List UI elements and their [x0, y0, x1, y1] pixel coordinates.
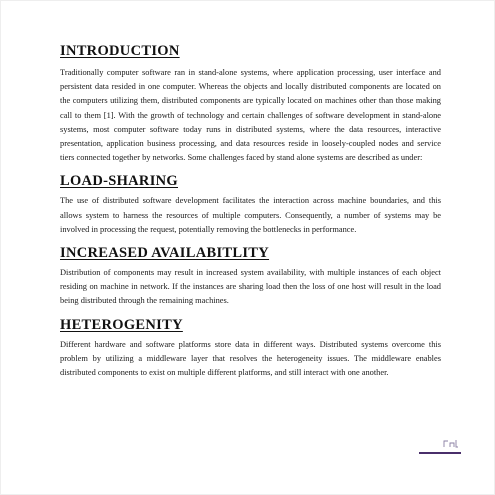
- document-body: [60, 43, 441, 380]
- section-heading: LOAD-SHARING: [60, 173, 178, 190]
- footer-accent-line: [419, 452, 461, 454]
- section-paragraph: Distribution of components may result in increased system availability, with multiple instances of each object residing on machine in network. If the instances are sharing load then the loss of one host will result in the load being distributed through the remaining machines.: [60, 268, 441, 306]
- section-load-sharing: [60, 173, 441, 237]
- section-paragraph: Different hardware and software platforms store data in different ways. Distributed systems overcome this problem by utilizing a middleware layer that resolves the heterogeneity issues. The middleware enables distributed components to exist on multiple different platforms, and still interact with one another.: [60, 339, 441, 378]
- section-introduction: [60, 43, 441, 165]
- section-paragraph: The use of distributed software development facilitates the interaction across machine boundaries, and this allows system to harness the resources of multiple computers. Consequently, a number of systems may be involved in processing the request, potentially removing the bottlenecks in performance.: [60, 196, 441, 234]
- section-increased-availability: [60, 245, 441, 309]
- section-paragraph: Traditionally computer software ran in stand-alone systems, where application processing, user interface and persistent data resided in one computer. Whereas the objects and locally distributed components are located on the computers utilizing them, distributed components are typically located on machines other than those making call to them [1]. With the growth of technology and certain challenges of software development in stand-alone systems, most computer software today runs in distributed systems, where the data resources, interactive presentation, application business processing, and data resources reside in loosely-coupled nodes and service tiers connected together by networks. Some challenges faced by stand alone systems are described as under:: [60, 68, 441, 163]
- page-corner-mark-icon: [443, 438, 459, 448]
- section-heading: HETEROGENITY: [60, 316, 183, 333]
- section-heterogenity: [60, 317, 441, 381]
- section-heading: INTRODUCTION: [60, 43, 180, 59]
- section-heading: INCREASED AVAILABITLITY: [60, 245, 270, 262]
